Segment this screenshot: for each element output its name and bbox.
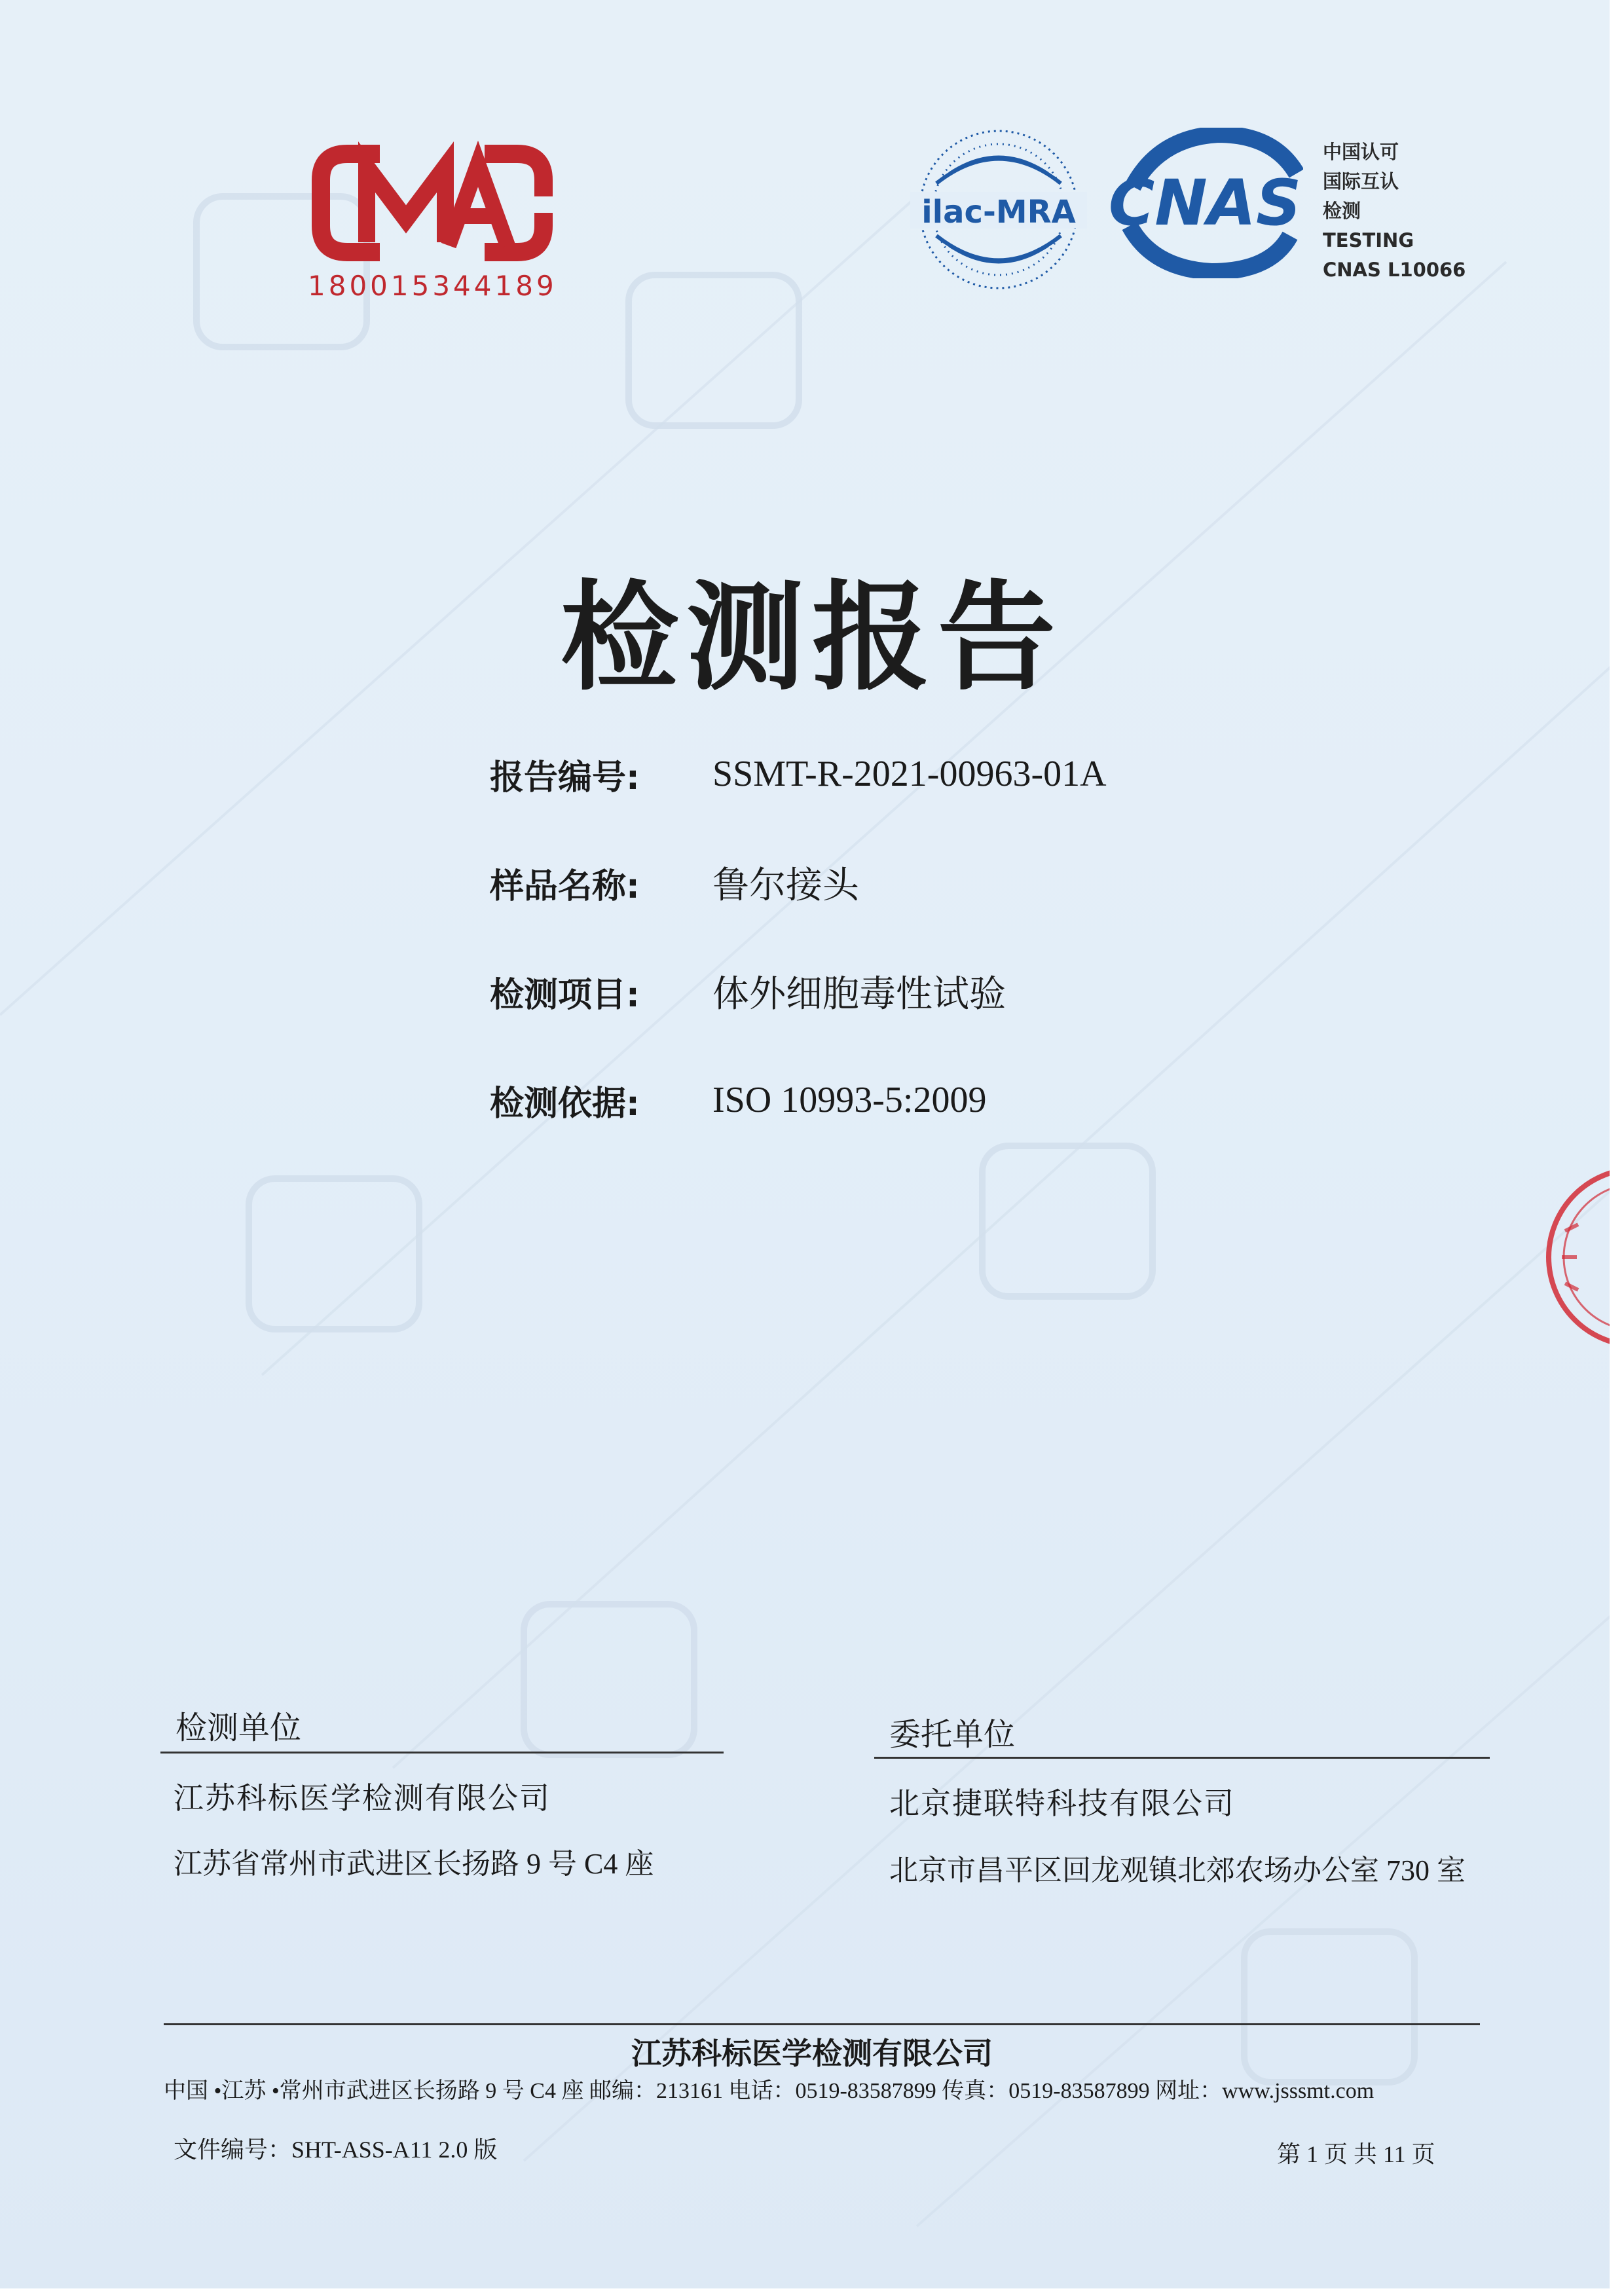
- scan-edge: [1610, 0, 1624, 2295]
- info-row-sample-name: [490, 856, 859, 909]
- cnas-line: 中国认可: [1323, 141, 1399, 163]
- document-title: 检测报告: [560, 568, 1063, 707]
- info-value: 鲁尔接头: [712, 866, 859, 906]
- footer-contact: 中国 •江苏 •常州市武进区长扬路 9 号 C4 座 邮编：213161 电话：0519-83587899 传真：0519-83587899 网址：www.jsssmt.com: [164, 2079, 1375, 2103]
- cnas-logo-text: CNAS: [1108, 166, 1302, 240]
- testing-party-heading: 检测单位: [175, 1710, 302, 1746]
- footer-divider: [164, 2023, 1480, 2025]
- info-value: ISO 10993-5:2009: [712, 1080, 987, 1120]
- file-number: 文件编号：SHT-ASS-A11 2.0 版: [174, 2137, 498, 2163]
- info-row-report-number: [490, 748, 1107, 800]
- testing-party-name: 江苏科标医学检测有限公司: [174, 1780, 551, 1816]
- ilac-mra-logo-icon: [907, 121, 1090, 298]
- info-value: SSMT-R-2021-00963-01A: [712, 754, 1107, 794]
- cnas-logo-icon: [1107, 128, 1303, 278]
- client-party-heading: 委托单位: [889, 1716, 1016, 1753]
- cnas-accreditation-text: [1323, 138, 1493, 285]
- page-number: 第 1 页 共 11 页: [1277, 2141, 1435, 2167]
- client-party-address: 北京市昌平区回龙观镇北郊农场办公室 730 室: [889, 1854, 1466, 1886]
- ilac-logo-text: ilac-MRA: [921, 194, 1076, 230]
- info-label: 检测依据:: [490, 1084, 640, 1124]
- info-label: 检测项目:: [490, 975, 640, 1015]
- info-label: 报告编号:: [490, 758, 640, 798]
- cnas-line: TESTING: [1323, 229, 1414, 251]
- cnas-line: 国际互认: [1323, 170, 1399, 193]
- info-value: 体外细胞毒性试验: [712, 974, 1006, 1015]
- divider: [874, 1757, 1490, 1759]
- cnas-line: CNAS L10066: [1323, 259, 1466, 281]
- cnas-line: 检测: [1323, 200, 1361, 222]
- info-label: 样品名称:: [490, 866, 640, 906]
- scan-edge: [0, 2288, 1624, 2295]
- cma-number: 180015344189: [308, 270, 557, 302]
- info-row-test-standard: [490, 1074, 986, 1126]
- footer-company: 江苏科标医学检测有限公司: [631, 2036, 993, 2071]
- client-party-name: 北京捷联特科技有限公司: [889, 1786, 1235, 1821]
- info-row-test-item: [490, 965, 1006, 1018]
- seal-stamp-icon: [1539, 1159, 1611, 1355]
- divider: [160, 1752, 724, 1753]
- testing-party-address: 江苏省常州市武进区长扬路 9 号 C4 座: [174, 1848, 654, 1880]
